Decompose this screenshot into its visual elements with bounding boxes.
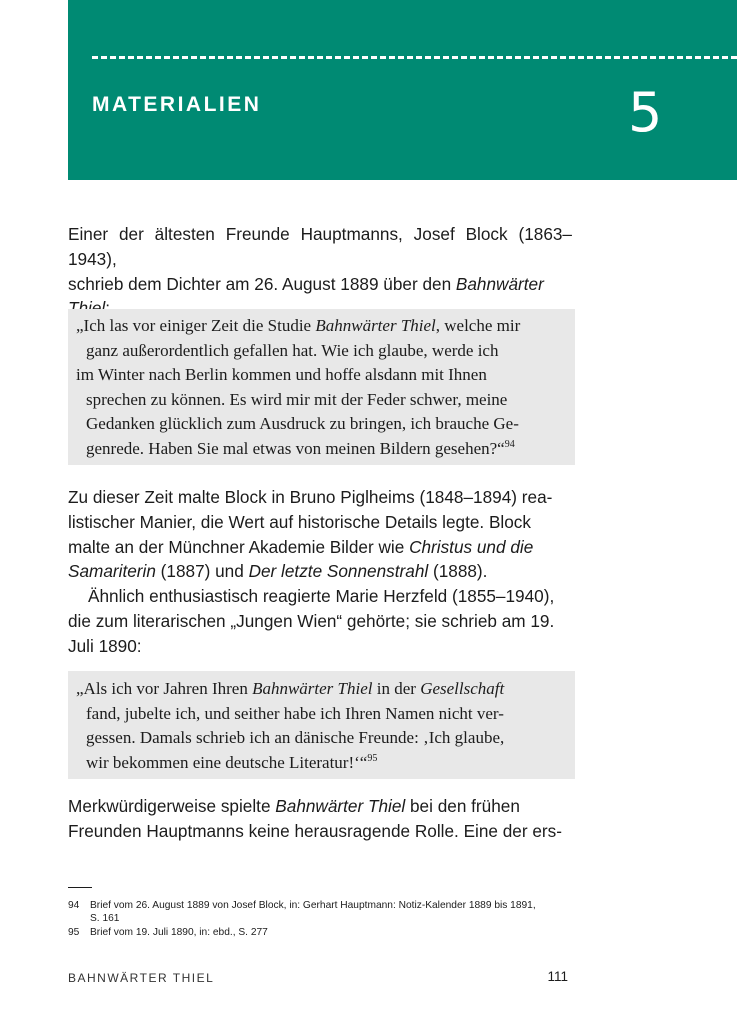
text-line: malte an der Münchner Akademie Bilder wie Christus und die [68, 536, 534, 557]
work-title: Gesellschaft [420, 679, 505, 698]
header-dashed-rule [92, 56, 737, 59]
footnote-text: Brief vom 26. August 1889 von Josef Block, in: Gerhart Hauptmann: Notiz-Kalender 1889 bis 1891, S. 161 [90, 900, 536, 924]
text-line: listischer Manier, die Wert auf historische Details legte. Block [68, 511, 531, 532]
body-paragraph-1 [68, 222, 572, 321]
text-line: genrede. Haben Sie mal etwas von meinen Bildern gesehen?“$^{94}$ [86, 438, 515, 458]
work-title: Bahnwärter Thiel [315, 316, 436, 335]
text-line: Freunden Hauptmanns keine herausragende Rolle. Eine der ers- [68, 820, 562, 841]
running-footer-title: BAHNWÄRTER THIEL [68, 971, 215, 985]
work-title: Bahnwärter Thiel [252, 679, 373, 698]
footnote-ref: 94 [504, 438, 515, 450]
text-line: Merkwürdigerweise spielte Bahnwärter Thiel bei den frühen [68, 796, 520, 816]
text-line: Samariterin (1887) und Der letzte Sonnenstrahl (1888). [68, 561, 488, 582]
body-paragraph-3 [68, 794, 572, 844]
work-title: Samariterin [68, 561, 156, 582]
work-title: Der letzte Sonnenstrahl [248, 561, 429, 582]
footnote-number: 95 [68, 927, 80, 938]
text-line: fand, jubelte ich, und seither habe ich Ihren Namen nicht ver- [86, 703, 504, 723]
footnote-ref: 95 [367, 752, 378, 764]
quote-box-2 [68, 671, 575, 779]
text-line: Juli 1890: [68, 635, 142, 656]
work-title: Christus und die [409, 536, 534, 557]
footnote-95 [68, 926, 568, 939]
work-title: Bahnwärter [455, 273, 544, 294]
text-line: „Ich las vor einiger Zeit die Studie Bahnwärter Thiel, welche mir [76, 316, 521, 335]
chapter-number: 5 [628, 81, 663, 144]
text-line: ganz außerordentlich gefallen hat. Wie ich glaube, werde ich [86, 340, 499, 360]
page-number: 111 [547, 969, 568, 984]
footnote-text: Brief vom 19. Juli 1890, in: ebd., S. 277 [90, 927, 268, 938]
footnote-number: 94 [68, 900, 80, 911]
quote-text-2 [76, 677, 575, 775]
quote-box-1 [68, 309, 575, 465]
text-line: sprechen zu können. Es wird mir mit der Feder schwer, meine [86, 389, 508, 409]
footnote-divider [68, 887, 92, 888]
body-paragraph-2 [68, 485, 572, 659]
quote-text-1 [76, 314, 575, 462]
text-line: Gedanken glücklich zum Ausdruck zu bringen, ich brauche Ge- [86, 414, 519, 434]
text-line: Zu dieser Zeit malte Block in Bruno Piglheims (1848–1894) rea- [68, 487, 553, 507]
text-line: gessen. Damals schrieb ich an dänische Freunde: ‚Ich glaube, [86, 728, 505, 748]
text-line: „Als ich vor Jahren Ihren Bahnwärter Thiel in der Gesellschaft [76, 679, 505, 698]
text-line: Ähnlich enthusiastisch reagierte Marie Herzfeld (1855–1940), [88, 586, 555, 607]
work-title: Bahnwärter Thiel [275, 796, 406, 816]
text-line: die zum literarischen „Jungen Wien“ gehörte; sie schrieb am 19. [68, 610, 555, 631]
text-line: schrieb dem Dichter am 26. August 1889 über den Bahnwärter [68, 273, 544, 294]
footnote-94 [68, 899, 568, 925]
text-line: im Winter nach Berlin kommen und hoffe alsdann mit Ihnen [76, 365, 487, 385]
text-line: wir bekommen eine deutsche Literatur!‘“$^{95}$ [86, 752, 378, 772]
text-line: Einer der ältesten Freunde Hauptmanns, Josef Block (1863–1943), [68, 224, 572, 269]
chapter-title: MATERIALIEN [92, 93, 262, 116]
